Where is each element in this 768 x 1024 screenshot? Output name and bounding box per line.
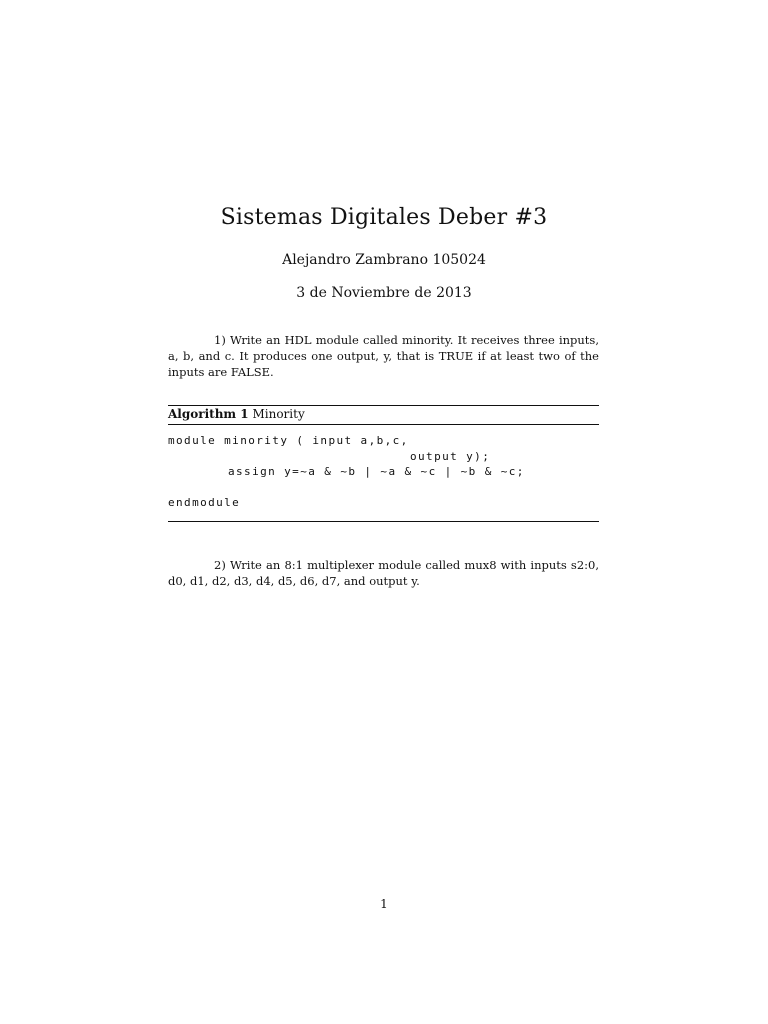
document-date: 3 de Noviembre de 2013 xyxy=(296,285,472,301)
algorithm-caption xyxy=(168,407,305,421)
question-2: 2) Write an 8:1 multiplexer module called mux8 with inputs s2:0, d0, d1, d2, d3, d4, d5, d6, d7, and output y. xyxy=(168,558,599,588)
code-line-3: assign y=~a & ~b | ~a & ~c | ~b & ~c; xyxy=(228,465,525,478)
code-line-1: module minority ( input a,b,c, xyxy=(168,434,409,447)
algorithm-top-rule xyxy=(168,405,599,406)
algorithm-name: Minority xyxy=(252,407,305,421)
page-number: 1 xyxy=(380,897,388,911)
code-line-2: output y); xyxy=(410,450,491,463)
document-title: Sistemas Digitales Deber #3 xyxy=(220,205,548,230)
algorithm-caption-rule xyxy=(168,424,599,425)
question-1: 1) Write an HDL module called minority. It receives three inputs, a, b, and c. It produces one output, y, that is TRUE if at least two of the inputs are FALSE. xyxy=(168,333,599,379)
algorithm-bottom-rule xyxy=(168,521,599,522)
code-line-4: endmodule xyxy=(168,496,241,509)
algorithm-label: Algorithm 1 xyxy=(168,407,249,421)
document-author: Alejandro Zambrano 105024 xyxy=(282,252,486,268)
